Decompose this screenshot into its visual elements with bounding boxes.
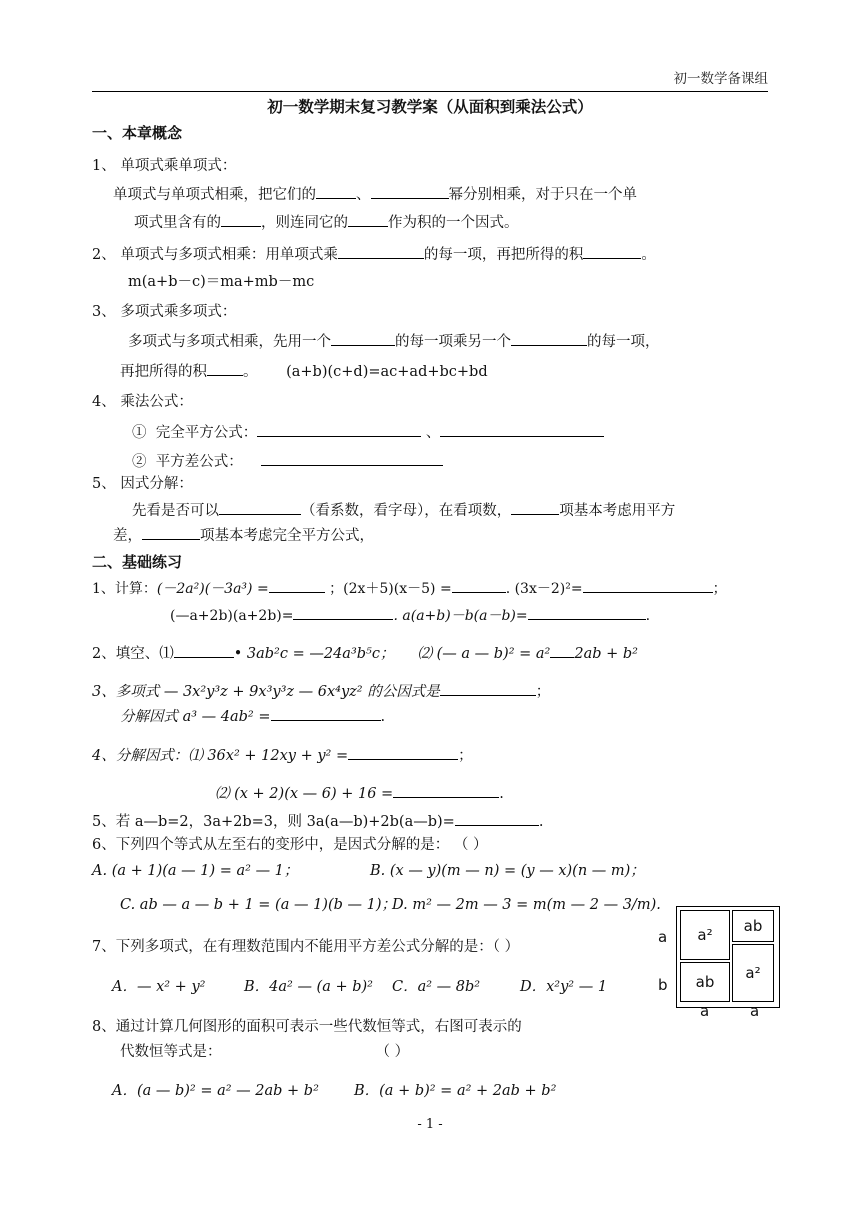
diagram-bottom-label-1: a: [700, 1002, 710, 1020]
concept-2-line: 2、 单项式与多项式相乘：用单项式乘 的每一项，再把所得的积 。: [92, 244, 656, 264]
concept-2-formula: m(a+b－c)＝ma+mb－mc: [128, 274, 315, 290]
exercise-6-option-d: D. m² — 2m — 3 = m(m — 2 — 3/m).: [392, 897, 661, 913]
exercise-8-option-b: B．(a + b)² = a² + 2ab + b²: [354, 1083, 557, 1099]
diagram-cell-ab-2: ab: [680, 962, 730, 1002]
blank: [142, 525, 200, 540]
concept-4-item-2: ② 平方差公式：: [132, 451, 443, 471]
concept-4-item-1: ① 完全平方公式： 、: [132, 422, 604, 442]
exercise-3-line-1: 3、多项式 — 3x²y³z + 9x³y³z — 6x⁴yz² 的公因式是 ；: [92, 681, 550, 701]
diagram-cell-a-squared-2: a²: [732, 944, 774, 1002]
concept-1-line-1: 单项式与单项式相乘，把它们的 、 幂分别相乘，对于只在一个单: [113, 184, 637, 204]
blank: [269, 578, 325, 593]
concept-3-line-2: 再把所得的积 。 (a+b)(c+d)=ac+ad+bc+bd: [120, 361, 488, 381]
blank: [271, 706, 381, 721]
diagram-left-label-a: a: [658, 928, 668, 946]
blank: [393, 783, 499, 798]
blank: [338, 244, 424, 259]
page-title: 初一数学期末复习教学案（从面积到乘法公式）: [267, 97, 593, 116]
concept-5-heading: 5、 因式分解：: [92, 476, 193, 492]
blank: [174, 643, 234, 658]
exercise-8-line-2: 代数恒等式是： （ ）: [120, 1044, 410, 1060]
concept-5-line-1: 先看是否可以 （看系数，看字母），在看项数， 项基本考虑用平方: [132, 500, 675, 520]
concept-1-line-2: 项式里含有的 ，则连同它的 作为积的一个因式。: [134, 212, 519, 232]
blank: [221, 212, 261, 227]
concept-1-heading: 1、 单项式乘单项式：: [92, 158, 237, 174]
blank: [440, 681, 536, 696]
exercise-3-line-2: 分解因式 a³ — 4ab² = .: [120, 706, 385, 726]
exercise-6-option-a: A. (a + 1)(a — 1) = a² — 1；: [92, 863, 299, 879]
header-group-name: 初一数学备课组: [673, 71, 768, 87]
exercise-6-option-c: C. ab — a — b + 1 = (a — 1)(b — 1)；: [120, 897, 396, 913]
concept-4-heading: 4、 乘法公式：: [92, 394, 193, 410]
header-divider: [92, 91, 768, 92]
section-heading-concepts: 一、本章概念: [92, 124, 183, 142]
concept-3-heading: 3、 多项式乘多项式：: [92, 304, 237, 320]
blank: [261, 451, 443, 466]
exercise-8-line-1: 8、通过计算几何图形的面积可表示一些代数恒等式，右图可表示的: [92, 1019, 522, 1035]
blank: [452, 578, 506, 593]
blank: [455, 811, 539, 826]
blank: [511, 331, 587, 346]
blank: [257, 422, 421, 437]
blank: [331, 331, 395, 346]
diagram-cell-ab-1: ab: [732, 910, 774, 942]
blank: [293, 605, 393, 620]
exercise-4-line-2: ⑵ (x + 2)(x — 6) + 16 = .: [215, 783, 504, 803]
diagram-bottom-label-2: a: [750, 1002, 760, 1020]
exercise-1-line-2: (—a+2b)(a+2b)= . a(a+b)－b(a－b)= .: [170, 605, 650, 625]
blank: [511, 500, 559, 515]
blank: [348, 212, 388, 227]
exercise-4-line-1: 4、分解因式：⑴ 36x² + 12xy + y² = ；: [92, 745, 473, 765]
concept-5-line-2: 差， 项基本考虑完全平方公式，: [113, 525, 374, 545]
diagram-left-label-b: b: [658, 976, 668, 994]
section-heading-exercises: 二、基础练习: [92, 553, 183, 571]
exercise-6-question: 6、下列四个等式从左至右的变形中，是因式分解的是： （ ）: [92, 837, 488, 853]
blank: [371, 184, 449, 199]
blank: [219, 500, 301, 515]
exercise-6-option-b: B. (x — y)(m — n) = (y — x)(n — m)；: [370, 863, 645, 879]
exercise-2: 2、填空、⑴ • 3ab²c = —24a³b⁵c； ⑵ (— a — b)² = a² 2ab + b²: [92, 643, 638, 663]
blank: [207, 361, 243, 376]
exercise-7-question: 7、下列多项式，在有理数范围内不能用平方差公式分解的是：（ ）: [92, 939, 520, 955]
blank: [550, 643, 574, 658]
blank: [528, 605, 646, 620]
exercise-8-option-a: A．(a — b)² = a² — 2ab + b²: [112, 1083, 319, 1099]
exercise-5: 5、若 a—b=2，3a+2b=3，则 3a(a—b)+2b(a—b)= .: [92, 811, 543, 831]
blank: [348, 745, 458, 760]
blank: [583, 244, 641, 259]
exercise-1-line-1: 1、计算：(－2a²)(－3a³) = ；(2x＋5)(x－5) = . (3x－2)²= ；: [92, 578, 727, 598]
blank: [316, 184, 356, 199]
exercise-7-option-c: C．a² — 8b²: [392, 979, 481, 995]
diagram-cell-a-squared-1: a²: [680, 910, 730, 960]
exercise-7-option-b: B．4a² — (a + b)²: [244, 979, 373, 995]
exercise-7-option-a: A．— x² + y²: [112, 979, 206, 995]
concept-3-line-1: 多项式与多项式相乘，先用一个 的每一项乘另一个 的每一项，: [128, 331, 660, 351]
page-number: - 1 -: [417, 1117, 443, 1132]
blank: [440, 422, 604, 437]
exercise-7-option-d: D．x²y² — 1: [520, 979, 608, 995]
blank: [583, 578, 713, 593]
